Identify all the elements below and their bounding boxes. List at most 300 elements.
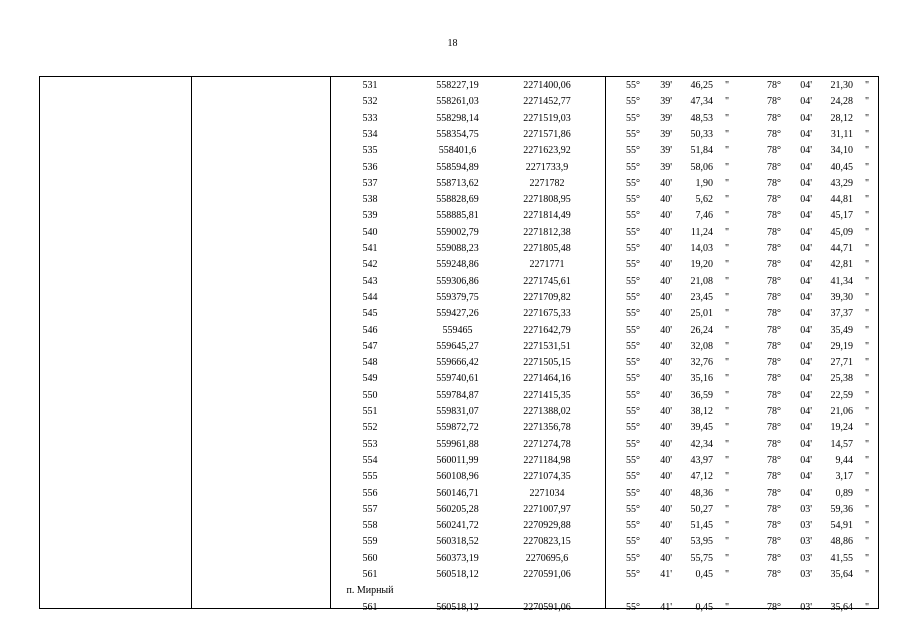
- latitude-degrees: 55°: [626, 406, 640, 417]
- latitude-degrees: 55°: [626, 80, 640, 91]
- latitude-minutes: 40': [660, 210, 672, 221]
- latitude-minutes: 41': [660, 602, 672, 613]
- y-coordinate: 2271274,78: [523, 439, 571, 450]
- x-coordinate: 560318,52: [436, 536, 479, 547]
- x-coordinate: 559306,86: [436, 276, 479, 287]
- y-coordinate: 2271709,82: [523, 292, 571, 303]
- table-row: [40, 404, 878, 420]
- latitude-minutes: 39': [660, 113, 672, 124]
- latitude-seconds-mark: ": [724, 276, 730, 287]
- x-coordinate: 559645,27: [436, 341, 479, 352]
- latitude-minutes: 40': [660, 373, 672, 384]
- latitude-seconds-mark: ": [724, 194, 730, 205]
- latitude-degrees: 55°: [626, 129, 640, 140]
- longitude-minutes: 03': [800, 553, 812, 564]
- table-row: [40, 274, 878, 290]
- latitude-minutes: 40': [660, 553, 672, 564]
- longitude-degrees: 78°: [767, 406, 781, 417]
- latitude-degrees: 55°: [626, 178, 640, 189]
- longitude-seconds-mark: ": [864, 243, 870, 254]
- longitude-degrees: 78°: [767, 145, 781, 156]
- longitude-seconds: 27,71: [830, 357, 853, 368]
- section-label: п. Мирный: [346, 585, 394, 596]
- latitude-seconds: 48,36: [690, 488, 713, 499]
- longitude-seconds-mark: ": [864, 406, 870, 417]
- point-number: 543: [362, 276, 378, 287]
- longitude-minutes: 03': [800, 504, 812, 515]
- longitude-seconds: 21,30: [830, 80, 853, 91]
- longitude-minutes: 03': [800, 536, 812, 547]
- latitude-seconds-mark: ": [724, 308, 730, 319]
- latitude-minutes: 40': [660, 536, 672, 547]
- longitude-seconds: 59,36: [830, 504, 853, 515]
- table-row: [40, 453, 878, 469]
- longitude-seconds-mark: ": [864, 520, 870, 531]
- y-coordinate: 2271505,15: [523, 357, 571, 368]
- latitude-degrees: 55°: [626, 292, 640, 303]
- latitude-seconds-mark: ": [724, 259, 730, 270]
- latitude-minutes: 40': [660, 243, 672, 254]
- latitude-degrees: 55°: [626, 276, 640, 287]
- latitude-degrees: 55°: [626, 373, 640, 384]
- table-row: [40, 420, 878, 436]
- y-coordinate: 2271571,86: [523, 129, 571, 140]
- longitude-seconds: 39,30: [830, 292, 853, 303]
- longitude-seconds-mark: ": [864, 553, 870, 564]
- point-number: 554: [362, 455, 378, 466]
- latitude-seconds-mark: ": [724, 357, 730, 368]
- latitude-seconds: 50,27: [690, 504, 713, 515]
- latitude-seconds: 39,45: [690, 422, 713, 433]
- latitude-minutes: 40': [660, 390, 672, 401]
- latitude-minutes: 40': [660, 227, 672, 238]
- x-coordinate: 558828,69: [436, 194, 479, 205]
- latitude-minutes: 40': [660, 276, 672, 287]
- table-row: [40, 323, 878, 339]
- longitude-minutes: 04': [800, 162, 812, 173]
- latitude-seconds: 53,95: [690, 536, 713, 547]
- latitude-minutes: 40': [660, 357, 672, 368]
- latitude-seconds: 48,53: [690, 113, 713, 124]
- longitude-minutes: 04': [800, 145, 812, 156]
- longitude-minutes: 04': [800, 488, 812, 499]
- longitude-degrees: 78°: [767, 259, 781, 270]
- longitude-seconds-mark: ": [864, 455, 870, 466]
- longitude-minutes: 04': [800, 341, 812, 352]
- latitude-degrees: 55°: [626, 259, 640, 270]
- y-coordinate: 2271531,51: [523, 341, 571, 352]
- latitude-minutes: 41': [660, 569, 672, 580]
- longitude-seconds: 42,81: [830, 259, 853, 270]
- table-row: [40, 502, 878, 518]
- y-coordinate: 2271464,16: [523, 373, 571, 384]
- latitude-minutes: 40': [660, 194, 672, 205]
- longitude-seconds-mark: ": [864, 145, 870, 156]
- point-number: 536: [362, 162, 378, 173]
- x-coordinate: 558298,14: [436, 113, 479, 124]
- x-coordinate: 560108,96: [436, 471, 479, 482]
- x-coordinate: 559248,86: [436, 259, 479, 270]
- latitude-seconds: 7,46: [695, 210, 713, 221]
- longitude-seconds: 41,34: [830, 276, 853, 287]
- longitude-seconds: 48,86: [830, 536, 853, 547]
- latitude-degrees: 55°: [626, 536, 640, 547]
- point-number: 547: [362, 341, 378, 352]
- table-row: [40, 78, 878, 94]
- latitude-seconds-mark: ": [724, 602, 730, 613]
- latitude-minutes: 40': [660, 504, 672, 515]
- latitude-degrees: 55°: [626, 504, 640, 515]
- longitude-seconds-mark: ": [864, 341, 870, 352]
- point-number: 539: [362, 210, 378, 221]
- x-coordinate: 560373,19: [436, 553, 479, 564]
- longitude-degrees: 78°: [767, 373, 781, 384]
- longitude-degrees: 78°: [767, 357, 781, 368]
- x-coordinate: 559872,72: [436, 422, 479, 433]
- longitude-seconds: 37,37: [830, 308, 853, 319]
- latitude-seconds: 32,08: [690, 341, 713, 352]
- longitude-minutes: 04': [800, 422, 812, 433]
- latitude-minutes: 40': [660, 439, 672, 450]
- longitude-seconds: 9,44: [835, 455, 853, 466]
- longitude-seconds-mark: ": [864, 96, 870, 107]
- longitude-minutes: 04': [800, 390, 812, 401]
- latitude-seconds: 58,06: [690, 162, 713, 173]
- longitude-degrees: 78°: [767, 520, 781, 531]
- longitude-degrees: 78°: [767, 276, 781, 287]
- longitude-seconds-mark: ": [864, 276, 870, 287]
- table-row: [40, 567, 878, 583]
- longitude-seconds-mark: ": [864, 178, 870, 189]
- latitude-minutes: 40': [660, 178, 672, 189]
- longitude-seconds-mark: ": [864, 439, 870, 450]
- latitude-seconds: 51,45: [690, 520, 713, 531]
- latitude-seconds-mark: ": [724, 536, 730, 547]
- latitude-degrees: 55°: [626, 227, 640, 238]
- latitude-minutes: 39': [660, 96, 672, 107]
- latitude-seconds-mark: ": [724, 406, 730, 417]
- point-number: 552: [362, 422, 378, 433]
- latitude-seconds: 51,84: [690, 145, 713, 156]
- table-row: [40, 192, 878, 208]
- table-row: [40, 160, 878, 176]
- latitude-seconds: 42,34: [690, 439, 713, 450]
- latitude-degrees: 55°: [626, 162, 640, 173]
- y-coordinate: 2271034: [529, 488, 565, 499]
- latitude-seconds-mark: ": [724, 113, 730, 124]
- longitude-seconds: 22,59: [830, 390, 853, 401]
- longitude-minutes: 04': [800, 357, 812, 368]
- longitude-minutes: 03': [800, 520, 812, 531]
- latitude-degrees: 55°: [626, 325, 640, 336]
- longitude-degrees: 78°: [767, 553, 781, 564]
- latitude-minutes: 40': [660, 308, 672, 319]
- latitude-seconds-mark: ": [724, 422, 730, 433]
- longitude-minutes: 04': [800, 243, 812, 254]
- latitude-seconds-mark: ": [724, 227, 730, 238]
- x-coordinate: 559002,79: [436, 227, 479, 238]
- point-number: 555: [362, 471, 378, 482]
- latitude-degrees: 55°: [626, 569, 640, 580]
- longitude-degrees: 78°: [767, 536, 781, 547]
- table-row: [40, 339, 878, 355]
- longitude-minutes: 04': [800, 406, 812, 417]
- latitude-minutes: 40': [660, 292, 672, 303]
- x-coordinate: 560518,12: [436, 569, 479, 580]
- longitude-seconds-mark: ": [864, 194, 870, 205]
- longitude-seconds-mark: ": [864, 488, 870, 499]
- y-coordinate: 2271400,06: [523, 80, 571, 91]
- longitude-minutes: 04': [800, 129, 812, 140]
- x-coordinate: 559831,07: [436, 406, 479, 417]
- y-coordinate: 2270823,15: [523, 536, 571, 547]
- point-number: 537: [362, 178, 378, 189]
- point-number: 549: [362, 373, 378, 384]
- latitude-seconds: 32,76: [690, 357, 713, 368]
- longitude-degrees: 78°: [767, 178, 781, 189]
- longitude-seconds-mark: ": [864, 325, 870, 336]
- section-label-row: [40, 583, 878, 599]
- coordinates-table: [39, 76, 879, 613]
- longitude-degrees: 78°: [767, 80, 781, 91]
- point-number: 541: [362, 243, 378, 254]
- longitude-degrees: 78°: [767, 113, 781, 124]
- x-coordinate: 560205,28: [436, 504, 479, 515]
- longitude-minutes: 04': [800, 96, 812, 107]
- longitude-minutes: 04': [800, 259, 812, 270]
- longitude-seconds-mark: ": [864, 390, 870, 401]
- longitude-seconds: 0,89: [835, 488, 853, 499]
- latitude-degrees: 55°: [626, 520, 640, 531]
- table-row: [40, 306, 878, 322]
- latitude-seconds-mark: ": [724, 178, 730, 189]
- latitude-seconds: 43,97: [690, 455, 713, 466]
- latitude-seconds: 35,16: [690, 373, 713, 384]
- latitude-seconds-mark: ": [724, 390, 730, 401]
- longitude-seconds: 3,17: [835, 471, 853, 482]
- x-coordinate: 558261,03: [436, 96, 479, 107]
- x-coordinate: 560146,71: [436, 488, 479, 499]
- y-coordinate: 2271452,77: [523, 96, 571, 107]
- latitude-minutes: 39': [660, 162, 672, 173]
- y-coordinate: 2270695,6: [525, 553, 569, 564]
- x-coordinate: 558885,81: [436, 210, 479, 221]
- longitude-seconds-mark: ": [864, 210, 870, 221]
- longitude-minutes: 04': [800, 373, 812, 384]
- latitude-minutes: 40': [660, 488, 672, 499]
- latitude-degrees: 55°: [626, 145, 640, 156]
- y-coordinate: 2270591,06: [523, 602, 571, 613]
- longitude-degrees: 78°: [767, 488, 781, 499]
- latitude-minutes: 40': [660, 406, 672, 417]
- longitude-degrees: 78°: [767, 422, 781, 433]
- latitude-minutes: 39': [660, 145, 672, 156]
- latitude-degrees: 55°: [626, 488, 640, 499]
- longitude-seconds-mark: ": [864, 504, 870, 515]
- y-coordinate: 2271812,38: [523, 227, 571, 238]
- point-number: 558: [362, 520, 378, 531]
- latitude-seconds: 0,45: [695, 569, 713, 580]
- table-row: [40, 111, 878, 127]
- table-row: [40, 551, 878, 567]
- latitude-seconds-mark: ": [724, 210, 730, 221]
- longitude-seconds: 35,64: [830, 569, 853, 580]
- latitude-degrees: 55°: [626, 471, 640, 482]
- latitude-seconds: 46,25: [690, 80, 713, 91]
- point-number: 542: [362, 259, 378, 270]
- longitude-degrees: 78°: [767, 341, 781, 352]
- longitude-minutes: 04': [800, 178, 812, 189]
- latitude-seconds-mark: ": [724, 520, 730, 531]
- latitude-seconds-mark: ": [724, 80, 730, 91]
- y-coordinate: 2271805,48: [523, 243, 571, 254]
- latitude-seconds-mark: ": [724, 325, 730, 336]
- longitude-seconds-mark: ": [864, 292, 870, 303]
- latitude-degrees: 55°: [626, 243, 640, 254]
- longitude-degrees: 78°: [767, 292, 781, 303]
- latitude-seconds-mark: ": [724, 243, 730, 254]
- longitude-seconds: 45,17: [830, 210, 853, 221]
- table-row: [40, 486, 878, 502]
- longitude-degrees: 78°: [767, 439, 781, 450]
- latitude-seconds: 26,24: [690, 325, 713, 336]
- x-coordinate: 559427,26: [436, 308, 479, 319]
- table-row: [40, 143, 878, 159]
- y-coordinate: 2271356,78: [523, 422, 571, 433]
- point-number: 550: [362, 390, 378, 401]
- latitude-degrees: 55°: [626, 553, 640, 564]
- longitude-seconds: 45,09: [830, 227, 853, 238]
- longitude-seconds-mark: ": [864, 569, 870, 580]
- x-coordinate: 560011,99: [436, 455, 479, 466]
- y-coordinate: 2271415,35: [523, 390, 571, 401]
- longitude-seconds: 43,29: [830, 178, 853, 189]
- latitude-minutes: 39': [660, 80, 672, 91]
- longitude-degrees: 78°: [767, 243, 781, 254]
- table-row: [40, 208, 878, 224]
- latitude-seconds: 0,45: [695, 602, 713, 613]
- x-coordinate: 560518,12: [436, 602, 479, 613]
- longitude-seconds: 31,11: [830, 129, 853, 140]
- x-coordinate: 559379,75: [436, 292, 479, 303]
- point-number: 540: [362, 227, 378, 238]
- longitude-seconds: 41,55: [830, 553, 853, 564]
- point-number: 561: [362, 602, 378, 613]
- y-coordinate: 2271782: [529, 178, 565, 189]
- latitude-seconds-mark: ": [724, 145, 730, 156]
- longitude-seconds: 54,91: [830, 520, 853, 531]
- longitude-seconds-mark: ": [864, 471, 870, 482]
- table-row: [40, 94, 878, 110]
- latitude-seconds: 55,75: [690, 553, 713, 564]
- longitude-seconds-mark: ": [864, 602, 870, 613]
- longitude-seconds-mark: ": [864, 80, 870, 91]
- latitude-seconds: 50,33: [690, 129, 713, 140]
- table-row: [40, 241, 878, 257]
- longitude-degrees: 78°: [767, 129, 781, 140]
- y-coordinate: 2271623,92: [523, 145, 571, 156]
- longitude-degrees: 78°: [767, 504, 781, 515]
- latitude-seconds-mark: ": [724, 96, 730, 107]
- latitude-seconds-mark: ": [724, 488, 730, 499]
- latitude-minutes: 40': [660, 520, 672, 531]
- x-coordinate: 559465: [442, 325, 473, 336]
- y-coordinate: 2271771: [529, 259, 565, 270]
- longitude-degrees: 78°: [767, 194, 781, 205]
- x-coordinate: 558713,62: [436, 178, 479, 189]
- latitude-degrees: 55°: [626, 194, 640, 205]
- y-coordinate: 2271184,98: [523, 455, 571, 466]
- latitude-seconds: 1,90: [695, 178, 713, 189]
- longitude-seconds: 35,49: [830, 325, 853, 336]
- longitude-degrees: 78°: [767, 390, 781, 401]
- x-coordinate: 559666,42: [436, 357, 479, 368]
- table-row: [40, 127, 878, 143]
- longitude-degrees: 78°: [767, 602, 781, 613]
- latitude-degrees: 55°: [626, 439, 640, 450]
- latitude-seconds: 47,12: [690, 471, 713, 482]
- latitude-minutes: 40': [660, 471, 672, 482]
- latitude-minutes: 40': [660, 455, 672, 466]
- longitude-seconds-mark: ": [864, 536, 870, 547]
- point-number: 545: [362, 308, 378, 319]
- x-coordinate: 560241,72: [436, 520, 479, 531]
- latitude-seconds-mark: ": [724, 341, 730, 352]
- point-number: 561: [362, 569, 378, 580]
- x-coordinate: 558227,19: [436, 80, 479, 91]
- table-row: [40, 437, 878, 453]
- y-coordinate: 2271675,33: [523, 308, 571, 319]
- table-row: [40, 176, 878, 192]
- longitude-minutes: 04': [800, 308, 812, 319]
- y-coordinate: 2271642,79: [523, 325, 571, 336]
- latitude-seconds-mark: ": [724, 455, 730, 466]
- longitude-seconds: 29,19: [830, 341, 853, 352]
- point-number: 544: [362, 292, 378, 303]
- latitude-seconds: 14,03: [690, 243, 713, 254]
- longitude-minutes: 03': [800, 602, 812, 613]
- longitude-degrees: 78°: [767, 471, 781, 482]
- latitude-seconds-mark: ": [724, 292, 730, 303]
- longitude-minutes: 04': [800, 227, 812, 238]
- longitude-minutes: 04': [800, 439, 812, 450]
- point-number: 546: [362, 325, 378, 336]
- table-row: [40, 388, 878, 404]
- longitude-seconds: 28,12: [830, 113, 853, 124]
- x-coordinate: 559784,87: [436, 390, 479, 401]
- longitude-seconds-mark: ": [864, 162, 870, 173]
- y-coordinate: 2271814,49: [523, 210, 571, 221]
- latitude-seconds-mark: ": [724, 471, 730, 482]
- longitude-seconds-mark: ": [864, 422, 870, 433]
- longitude-seconds-mark: ": [864, 129, 870, 140]
- longitude-seconds: 21,06: [830, 406, 853, 417]
- latitude-seconds-mark: ": [724, 553, 730, 564]
- point-number: 532: [362, 96, 378, 107]
- point-number: 556: [362, 488, 378, 499]
- point-number: 557: [362, 504, 378, 515]
- longitude-seconds-mark: ": [864, 259, 870, 270]
- point-number: 534: [362, 129, 378, 140]
- table-row: [40, 469, 878, 485]
- longitude-minutes: 04': [800, 455, 812, 466]
- longitude-seconds: 34,10: [830, 145, 853, 156]
- longitude-seconds-mark: ": [864, 113, 870, 124]
- longitude-minutes: 04': [800, 292, 812, 303]
- latitude-seconds: 47,34: [690, 96, 713, 107]
- latitude-minutes: 40': [660, 259, 672, 270]
- longitude-seconds-mark: ": [864, 357, 870, 368]
